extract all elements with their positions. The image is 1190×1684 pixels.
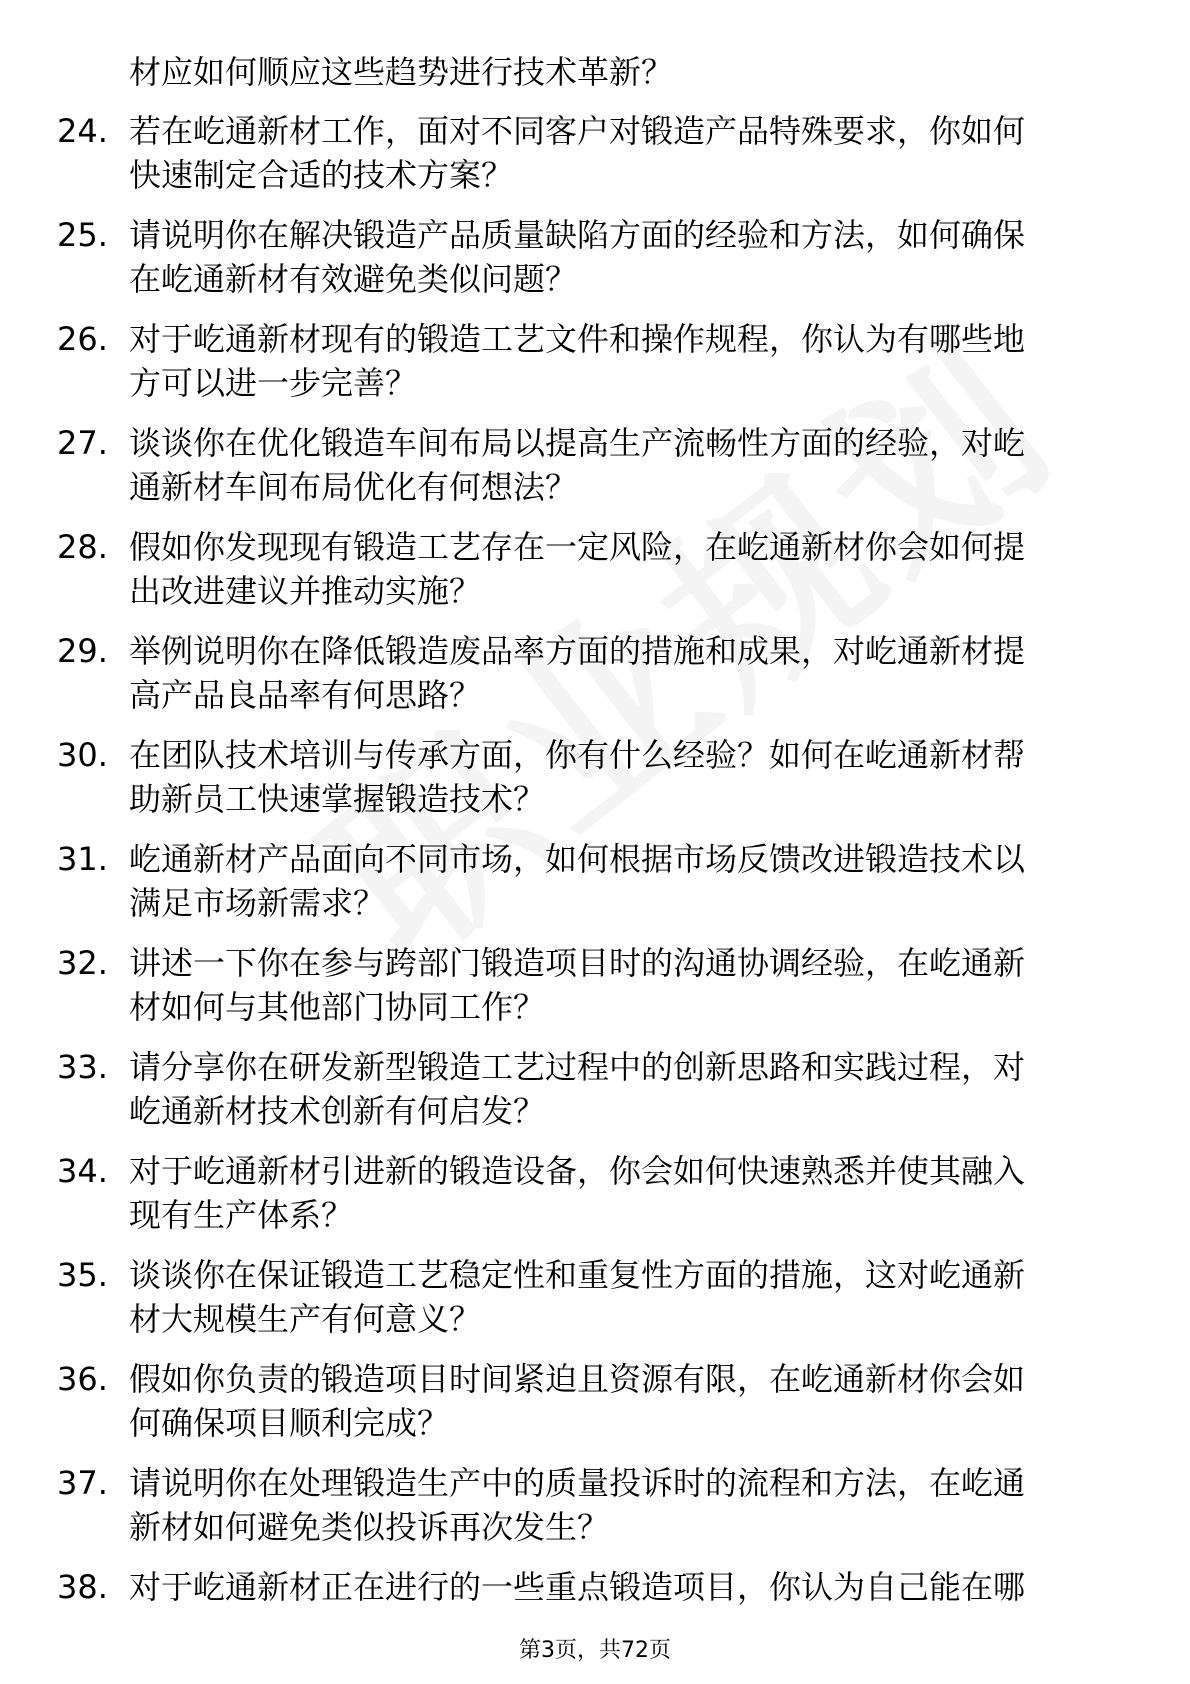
question-text: 对于屹通新材引进新的锻造设备，你会如何快速熟悉并使其融入 现有生产体系？ bbox=[129, 1152, 1026, 1234]
question-number: 27. bbox=[57, 424, 108, 462]
question-item bbox=[0, 1149, 1190, 1253]
question-item bbox=[0, 733, 1190, 837]
question-item bbox=[0, 629, 1190, 733]
question-list bbox=[0, 109, 1190, 1669]
question-text: 在团队技术培训与传承方面，你有什么经验？如何在屹通新材帮 助新员工快速掌握锻造技术？ bbox=[129, 736, 1026, 818]
question-text: 请说明你在解决锻造产品质量缺陷方面的经验和方法，如何确保 在屹通新材有效避免类似问题？ bbox=[129, 216, 1026, 298]
question-number: 26. bbox=[57, 320, 108, 358]
question-text: 若在屹通新材工作，面对不同客户对锻造产品特殊要求，你如何 快速制定合适的技术方案？ bbox=[129, 112, 1026, 194]
question-text: 假如你负责的锻造项目时间紧迫且资源有限，在屹通新材你会如 何确保项目顺利完成？ bbox=[129, 1360, 1026, 1442]
question-number: 32. bbox=[57, 944, 108, 982]
question-item bbox=[0, 317, 1190, 421]
question-continuation: 材应如何顺应这些趋势进行技术革新？ bbox=[129, 53, 674, 91]
question-item bbox=[0, 1461, 1190, 1565]
question-text: 谈谈你在保证锻造工艺稳定性和重复性方面的措施，这对屹通新 材大规模生产有何意义？ bbox=[129, 1256, 1026, 1338]
question-number: 36. bbox=[57, 1360, 108, 1398]
question-number: 24. bbox=[57, 112, 108, 150]
question-number: 38. bbox=[57, 1568, 108, 1606]
question-number: 25. bbox=[57, 216, 108, 254]
question-number: 33. bbox=[57, 1048, 108, 1086]
question-text: 请说明你在处理锻造生产中的质量投诉时的流程和方法，在屹通 新材如何避免类似投诉再次发生？ bbox=[129, 1464, 1026, 1546]
question-text: 请分享你在研发新型锻造工艺过程中的创新思路和实践过程，对 屹通新材技术创新有何启发？ bbox=[129, 1048, 1026, 1130]
question-text: 举例说明你在降低锻造废品率方面的措施和成果，对屹通新材提 高产品良品率有何思路？ bbox=[129, 632, 1026, 714]
question-text: 讲述一下你在参与跨部门锻造项目时的沟通协调经验，在屹通新 材如何与其他部门协同工作？ bbox=[129, 944, 1026, 1026]
question-item bbox=[0, 109, 1190, 213]
question-item bbox=[0, 1253, 1190, 1357]
question-text: 对于屹通新材正在进行的一些重点锻造项目，你认为自己能在哪 bbox=[129, 1568, 1026, 1606]
question-number: 28. bbox=[57, 528, 108, 566]
question-text: 谈谈你在优化锻造车间布局以提高生产流畅性方面的经验，对屹 通新材车间布局优化有何想法？ bbox=[129, 424, 1026, 506]
question-text: 假如你发现现有锻造工艺存在一定风险，在屹通新材你会如何提 出改进建议并推动实施？ bbox=[129, 528, 1026, 610]
question-number: 37. bbox=[57, 1464, 108, 1502]
question-item bbox=[0, 1045, 1190, 1149]
question-item bbox=[0, 421, 1190, 525]
question-text: 对于屹通新材现有的锻造工艺文件和操作规程，你认为有哪些地 方可以进一步完善？ bbox=[129, 320, 1026, 402]
question-number: 31. bbox=[57, 840, 108, 878]
page-footer: 第3页，共72页 bbox=[519, 1638, 671, 1663]
question-item bbox=[0, 837, 1190, 941]
question-item bbox=[0, 1357, 1190, 1461]
question-number: 34. bbox=[57, 1152, 108, 1190]
question-number: 35. bbox=[57, 1256, 108, 1294]
question-item bbox=[0, 525, 1190, 629]
question-item bbox=[0, 941, 1190, 1045]
question-text: 屹通新材产品面向不同市场，如何根据市场反馈改进锻造技术以 满足市场新需求？ bbox=[129, 840, 1026, 922]
question-number: 29. bbox=[57, 632, 108, 670]
question-item bbox=[0, 213, 1190, 317]
question-number: 30. bbox=[57, 736, 108, 774]
